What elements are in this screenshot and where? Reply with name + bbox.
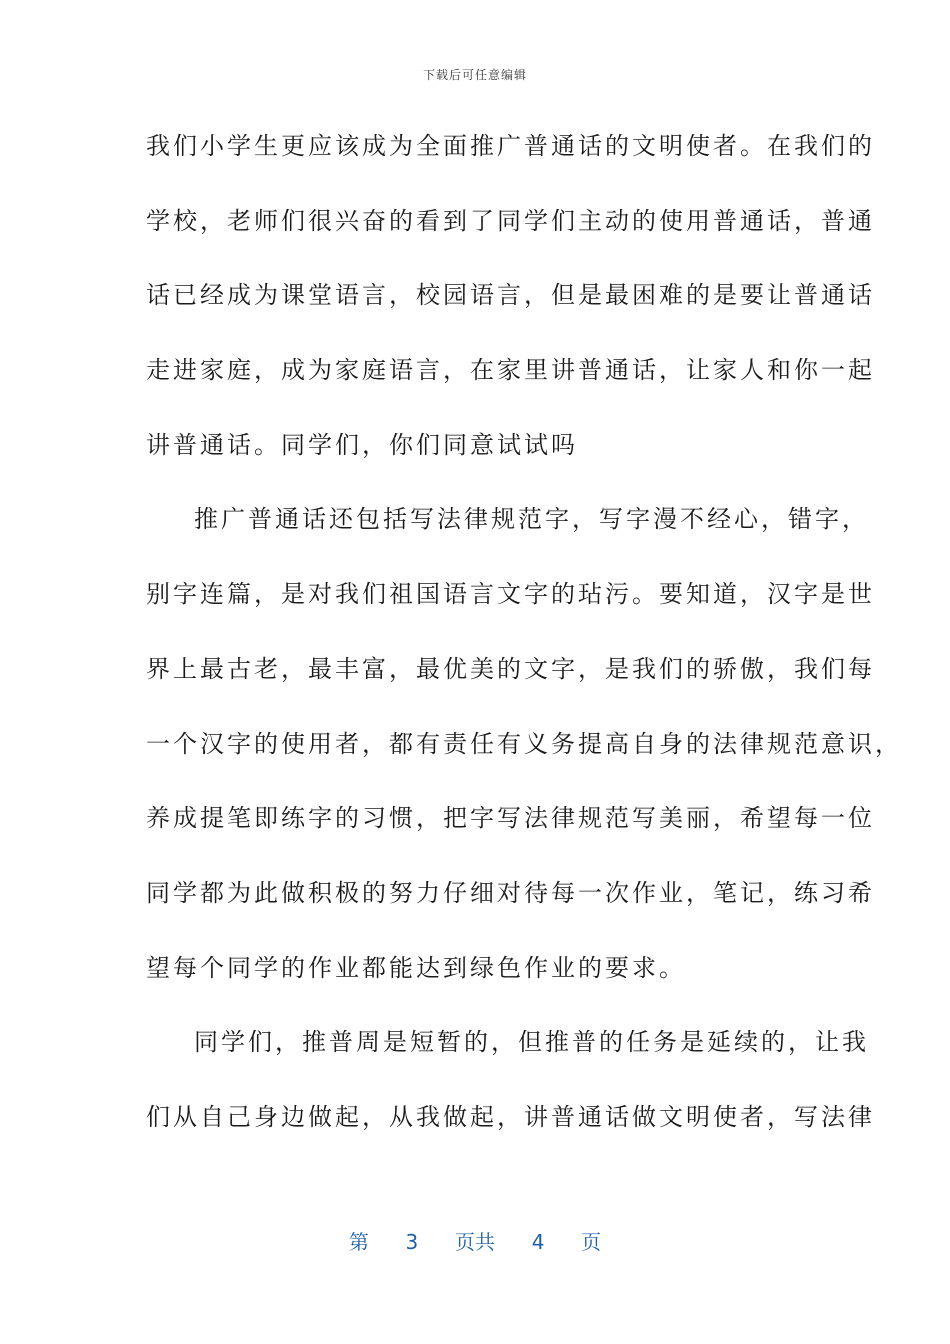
text-line-11: 同学都为此做积极的努力仔细对待每一次作业，笔记，练习希	[146, 878, 875, 907]
text-line-3: 话已经成为课堂语言，校园语言，但是最困难的是要让普通话	[146, 281, 875, 310]
text-line-8: 界上最古老，最丰富，最优美的文字，是我们的骄傲，我们每	[146, 654, 875, 683]
header-note: 下载后可任意编辑	[422, 68, 527, 82]
text-line-10: 养成提笔即练字的习惯，把字写法律规范写美丽，希望每一位	[146, 804, 875, 833]
document-body	[146, 121, 902, 1167]
text-line-13: 同学们，推普周是短暂的，但推普的任务是延续的，让我	[194, 1028, 869, 1057]
footer-total-pages: 4	[531, 1230, 545, 1254]
text-line-6: 推广普通话还包括写法律规范字，写字漫不经心，错字，	[194, 505, 869, 534]
text-line-5: 讲普通话。同学们，你们同意试试吗	[146, 430, 578, 459]
text-line-4: 走进家庭，成为家庭语言，在家里讲普通话，让家人和你一起	[146, 356, 875, 385]
text-line-7: 别字连篇，是对我们祖国语言文字的玷污。要知道，汉字是世	[146, 580, 875, 609]
footer-suffix: 页	[581, 1230, 602, 1254]
text-line-1: 我们小学生更应该成为全面推广普通话的文明使者。在我们的	[146, 132, 875, 160]
text-line-14: 们从自己身边做起，从我做起，讲普通话做文明使者，写法律	[146, 1102, 875, 1131]
page-footer	[0, 1226, 950, 1255]
footer-prefix: 第	[348, 1230, 369, 1254]
footer-middle: 页共	[455, 1230, 495, 1254]
text-line-12: 望每个同学的作业都能达到绿色作业的要求。	[146, 953, 686, 982]
text-line-2: 学校，老师们很兴奋的看到了同学们主动的使用普通话，普通	[146, 206, 875, 235]
footer-current-page: 3	[405, 1230, 419, 1254]
text-line-9: 一个汉字的使用者，都有责任有义务提高自身的法律规范意识，	[146, 729, 902, 758]
